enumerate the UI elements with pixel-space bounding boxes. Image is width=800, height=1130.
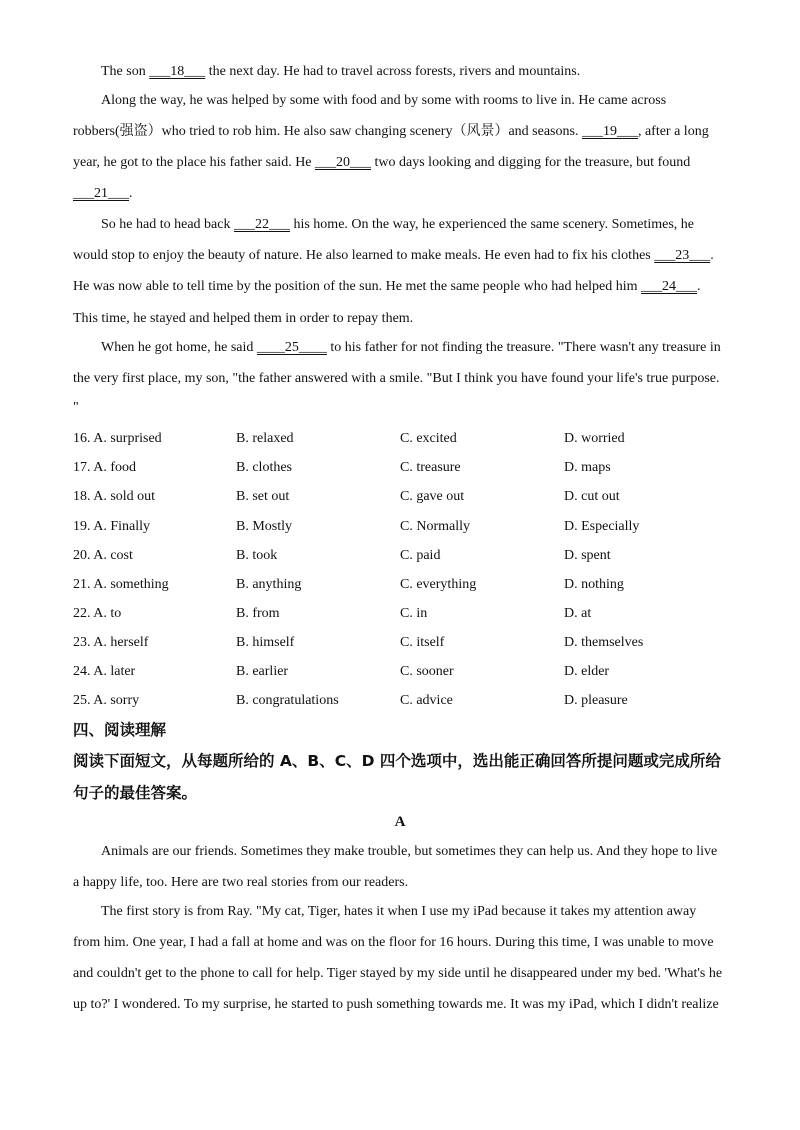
option-19-d: D. Especially xyxy=(564,519,640,534)
paragraph-line: The first story is from Ray. "My cat, Tiger, hates it when I use my iPad because it takes my attention away xyxy=(101,904,697,919)
option-19-c: C. Normally xyxy=(400,519,470,534)
option-16-c: C. excited xyxy=(400,431,457,446)
option-23-a: 23. A. herself xyxy=(73,635,149,650)
option-18-d: D. cut out xyxy=(564,489,620,504)
section-heading: 四、阅读理解 xyxy=(73,721,167,739)
option-20-d: D. spent xyxy=(564,548,611,563)
blank-18: ___18___ xyxy=(149,64,206,79)
option-18-a: 18. A. sold out xyxy=(73,489,156,504)
blank-25: ____25____ xyxy=(256,340,327,355)
option-25-b: B. congratulations xyxy=(236,693,339,708)
paragraph-line: This time, he stayed and helped them in order to repay them. xyxy=(73,311,414,326)
paragraph-line: the very first place, my son, "the father answered with a smile. "But I think you have found your life's true purpose. xyxy=(73,371,720,386)
paragraph-line: " xyxy=(73,400,79,415)
paragraph-line: Animals are our friends. Sometimes they make trouble, but sometimes they can help us. And they hope to live xyxy=(101,844,718,859)
option-22-c: C. in xyxy=(400,606,428,621)
option-25-c: C. advice xyxy=(400,693,453,708)
option-17-a: 17. A. food xyxy=(73,460,136,475)
option-23-d: D. themselves xyxy=(564,635,644,650)
paragraph-line: year, he got to the place his father said. He ___20___ two days looking and digging for the treasure, but found xyxy=(73,155,691,170)
option-18-c: C. gave out xyxy=(400,489,465,504)
blank-21: ___21___ xyxy=(73,186,129,201)
paragraph-line: and couldn't get to the phone to call for help. Tiger stayed by my side until he disappeared under my bed. 'What's he xyxy=(73,966,723,981)
blank-20: ___20___ xyxy=(315,155,372,170)
option-19-a: 19. A. Finally xyxy=(73,519,151,534)
option-21-c: C. everything xyxy=(400,577,477,592)
section-instruction-line: 句子的最佳答案。 xyxy=(73,784,198,802)
option-24-d: D. elder xyxy=(564,664,610,679)
blank-22: ___22___ xyxy=(233,217,290,232)
paragraph-line: Along the way, he was helped by some with food and by some with rooms to live in. He came across xyxy=(101,93,667,108)
paragraph-line: ___21___. xyxy=(73,186,133,201)
passage-title: A xyxy=(394,814,406,830)
option-17-b: B. clothes xyxy=(236,460,292,475)
paragraph-line: from him. One year, I had a fall at home and was on the floor for 16 hours. During this time, I was unable to move xyxy=(73,935,714,950)
option-21-b: B. anything xyxy=(236,577,302,592)
option-16-a: 16. A. surprised xyxy=(73,431,162,446)
option-23-b: B. himself xyxy=(236,635,295,650)
option-24-b: B. earlier xyxy=(236,664,289,679)
paragraph-line: When he got home, he said ____25____ to his father for not finding the treasure. "There wasn't any treasure in xyxy=(101,340,721,355)
paragraph-line: So he had to head back ___22___ his home. On the way, he experienced the same scenery. Sometimes, he xyxy=(101,217,695,232)
blank-19: ___19___ xyxy=(581,124,638,139)
option-18-b: B. set out xyxy=(236,489,290,504)
option-21-a: 21. A. something xyxy=(73,577,169,592)
option-16-d: D. worried xyxy=(564,431,625,446)
paragraph-line: up to?' I wondered. To my surprise, he started to push something towards me. It was my iPad, which I didn't realize xyxy=(73,997,719,1012)
blank-23: ___23___ xyxy=(654,248,711,263)
option-22-a: 22. A. to xyxy=(73,606,122,621)
option-20-b: B. took xyxy=(236,548,278,563)
option-20-a: 20. A. cost xyxy=(73,548,133,563)
option-25-d: D. pleasure xyxy=(564,693,628,708)
section-instruction-line: 阅读下面短文，从每题所给的 A、B、C、D 四个选项中，选出能正确回答所提问题或完成所给 xyxy=(73,752,721,770)
paragraph-line: would stop to enjoy the beauty of nature. He also learned to make meals. He even had to fix his clothes ___23___. xyxy=(73,248,714,263)
option-22-d: D. at xyxy=(564,606,592,621)
option-22-b: B. from xyxy=(236,606,280,621)
option-24-c: C. sooner xyxy=(400,664,454,679)
paragraph-line: a happy life, too. Here are two real stories from our readers. xyxy=(73,875,409,890)
paragraph-line: He was now able to tell time by the position of the sun. He met the same people who had helped him ___24___. xyxy=(73,279,701,294)
option-17-c: C. treasure xyxy=(400,460,461,475)
paragraph-line: The son ___18___ the next day. He had to travel across forests, rivers and mountains. xyxy=(101,64,581,79)
option-25-a: 25. A. sorry xyxy=(73,693,140,708)
option-19-b: B. Mostly xyxy=(236,519,293,534)
option-16-b: B. relaxed xyxy=(236,431,294,446)
paragraph-line: robbers(强盗）who tried to rob him. He also saw changing scenery（风景）and seasons. ___19___, after a long xyxy=(73,124,709,139)
option-23-c: C. itself xyxy=(400,635,445,650)
option-17-d: D. maps xyxy=(564,460,611,475)
option-21-d: D. nothing xyxy=(564,577,624,592)
option-24-a: 24. A. later xyxy=(73,664,136,679)
option-20-c: C. paid xyxy=(400,548,441,563)
blank-24: ___24___ xyxy=(641,279,698,294)
